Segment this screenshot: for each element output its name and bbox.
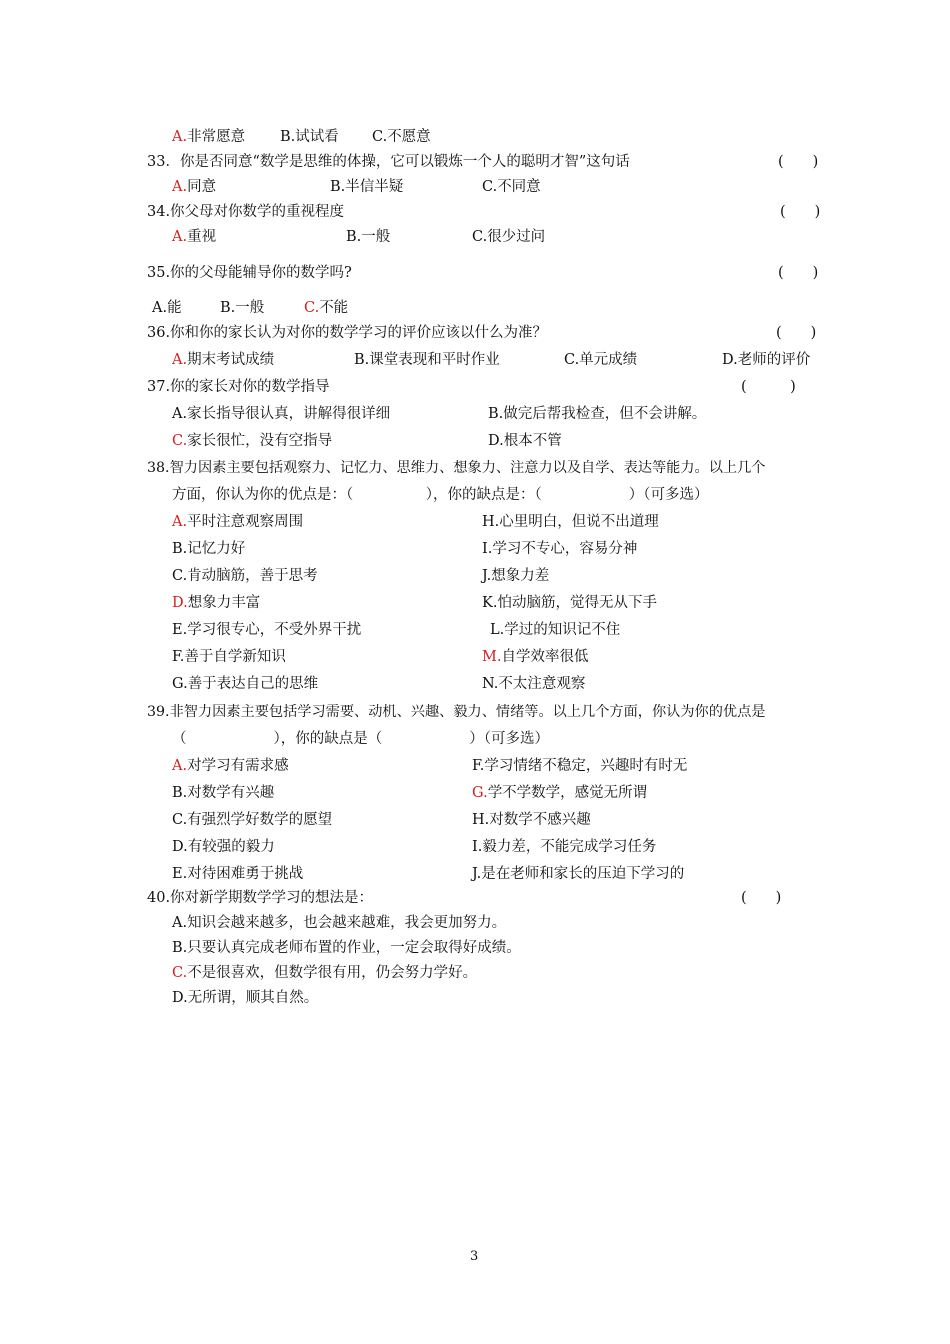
option-q39-a: A.对学习有需求感	[172, 758, 289, 774]
question-37-stem: 37.你的家长对你的数学指导	[147, 379, 330, 395]
option-q32-b: B.试试看	[280, 129, 339, 145]
option-q39-i: I.毅力差，不能完成学习任务	[472, 839, 657, 855]
option-q38-m: M.自学效率很低	[482, 649, 589, 665]
option-q38-i: I.学习不专心，容易分神	[482, 541, 638, 557]
option-q39-d: D.有较强的毅力	[172, 839, 275, 855]
option-q38-b: B.记忆力好	[172, 541, 246, 557]
answer-blank-36: ( )	[776, 325, 817, 341]
option-q38-e: E.学习很专心，不受外界干扰	[172, 622, 362, 638]
answer-blank-35: ( )	[778, 265, 819, 281]
option-q38-k: K.怕动脑筋，觉得无从下手	[482, 595, 657, 611]
option-q37-c: C.家长很忙，没有空指导	[172, 433, 333, 449]
option-q35-c: C.不能	[304, 300, 349, 316]
answer-blank-33: ( )	[778, 154, 819, 170]
option-q36-c: C.单元成绩	[564, 352, 638, 368]
option-q35-a: A.能	[152, 300, 182, 316]
option-q32-a: A.非常愿意	[172, 129, 246, 145]
option-q39-f: F.学习情绪不稳定，兴趣时有时无	[472, 758, 688, 774]
question-36-stem: 36.你和你的家长认为对你的数学学习的评价应该以什么为准？	[147, 325, 548, 341]
option-q33-c: C.不同意	[482, 179, 541, 195]
option-q40-c: C.不是很喜欢，但数学很有用，仍会努力学好。	[172, 965, 478, 981]
option-q38-h: H.心里明白，但说不出道理	[482, 514, 659, 530]
option-q38-a: A.平时注意观察周围	[172, 514, 304, 530]
option-q40-a: A.知识会越来越多，也会越来越难，我会更加努力。	[172, 915, 507, 931]
option-q36-a: A.期末考试成绩	[172, 352, 275, 368]
question-40-stem: 40.你对新学期数学学习的想法是：	[147, 890, 374, 906]
option-q38-j: J.想象力差	[482, 568, 550, 584]
option-q39-e: E.对待困难勇于挑战	[172, 866, 304, 882]
option-q38-g: G.善于表达自己的思维	[172, 676, 319, 692]
option-q38-l: L.学过的知识记不住	[490, 622, 621, 638]
question-39-stem-line2: （ ），你的缺点是（ ）（可多选）	[172, 731, 549, 747]
option-q38-f: F.善于自学新知识	[172, 649, 286, 665]
option-q39-b: B.对数学有兴趣	[172, 785, 275, 801]
option-q39-c: C.有强烈学好数学的愿望	[172, 812, 333, 828]
option-q39-g: G.学不学数学，感觉无所谓	[472, 785, 648, 801]
question-35-stem: 35.你的父母能辅导你的数学吗?	[147, 265, 352, 281]
option-q34-c: C.很少过问	[472, 229, 546, 245]
answer-blank-37: ( )	[741, 379, 796, 395]
question-39-stem-line1: 39.非智力因素主要包括学习需要、动机、兴趣、毅力、情绪等。以上几个方面，你认为你的优点是	[147, 704, 766, 720]
option-q36-d: D.老师的评价	[722, 352, 811, 368]
option-q32-c: C.不愿意	[372, 129, 431, 145]
option-q34-b: B.一般	[346, 229, 391, 245]
question-38-stem-line1: 38.智力因素主要包括观察力、记忆力、思维力、想象力、注意力以及自学、表达等能力。以上几个	[147, 460, 766, 476]
question-33-stem: 33．你是否同意“数学是思维的体操，它可以锻炼一个人的聪明才智”这句话	[147, 154, 630, 170]
option-q35-b: B.一般	[220, 300, 265, 316]
option-q38-c: C.肯动脑筋，善于思考	[172, 568, 318, 584]
answer-blank-34: ( )	[780, 204, 821, 220]
answer-blank-40: ( )	[741, 890, 782, 906]
option-q33-a: A.同意	[172, 179, 217, 195]
option-q37-a: A.家长指导很认真，讲解得很详细	[172, 406, 391, 422]
option-q33-b: B.半信半疑	[330, 179, 404, 195]
option-q34-a: A.重视	[172, 229, 217, 245]
option-q37-b: B.做完后帮我检查，但不会讲解。	[488, 406, 707, 422]
option-q39-j: J.是在老师和家长的压迫下学习的	[472, 866, 685, 882]
page-number: 3	[470, 1249, 479, 1264]
option-q39-h: H.对数学不感兴趣	[472, 812, 591, 828]
question-34-stem: 34.你父母对你数学的重视程度	[147, 204, 345, 220]
option-q38-d: D.想象力丰富	[172, 595, 261, 611]
question-38-stem-line2: 方面，你认为你的优点是：（ ），你的缺点是：（ ）（可多选）	[172, 487, 709, 503]
option-q40-d: D.无所谓，顺其自然。	[172, 990, 319, 1006]
option-q40-b: B.只要认真完成老师布置的作业，一定会取得好成绩。	[172, 940, 521, 956]
option-q37-d: D.根本不管	[488, 433, 562, 449]
option-q38-n: N.不太注意观察	[482, 676, 586, 692]
option-q36-b: B.课堂表现和平时作业	[354, 352, 500, 368]
